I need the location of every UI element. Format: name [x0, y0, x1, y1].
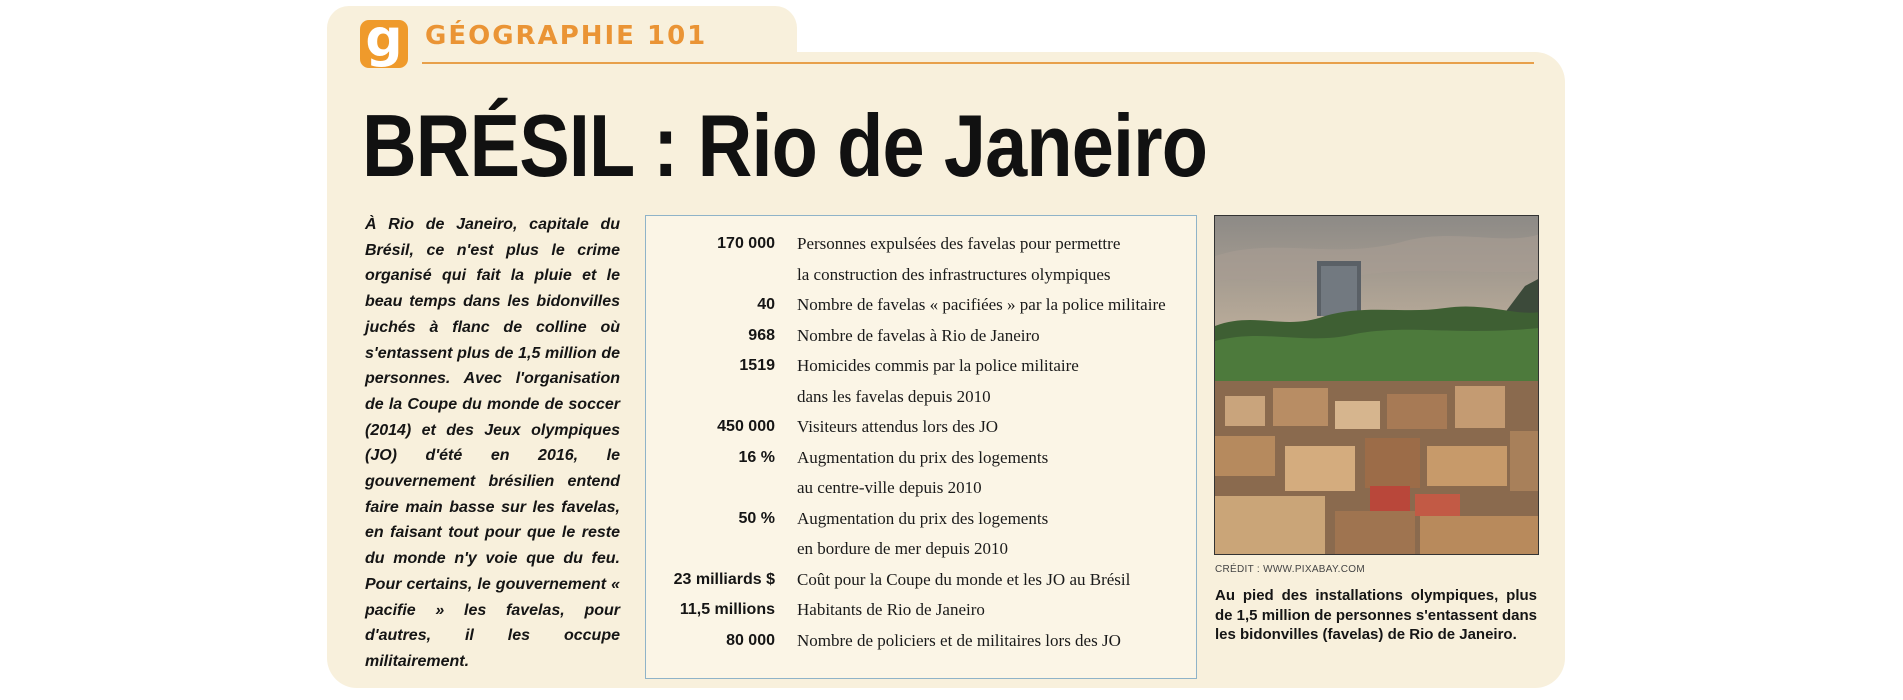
stat-description-line: Augmentation du prix des logements [797, 447, 1049, 467]
stat-row [646, 321, 1166, 352]
stat-description-line: Habitants de Rio de Janeiro [797, 600, 985, 619]
stat-description [797, 595, 1166, 626]
stat-value: 16 % [738, 448, 775, 466]
stat-description [797, 290, 1166, 321]
stat-value: 40 [757, 296, 775, 313]
stat-description [797, 351, 1166, 412]
stat-value: 450 000 [717, 418, 775, 435]
stat-row [646, 412, 1166, 443]
stat-value: 50 % [738, 509, 775, 527]
stat-value: 170 000 [717, 235, 775, 252]
rio-photo [1214, 215, 1539, 555]
section-label: GÉOGRAPHIE 101 [425, 21, 708, 51]
stat-row [646, 229, 1166, 290]
photo-caption: Au pied des installations olympiques, plus de 1,5 million de personnes s'entassent dans les bidonvilles (favelas) de Rio de Janeiro. [1215, 587, 1538, 643]
stat-description-line: Augmentation du prix des logements [797, 508, 1049, 528]
stat-description-line: Homicides commis par la police militaire [797, 356, 1079, 375]
stat-description [797, 412, 1166, 443]
stat-description [797, 443, 1166, 504]
stat-value: 23 milliards $ [673, 570, 775, 588]
stat-row [646, 290, 1166, 321]
stat-description [797, 321, 1166, 352]
stat-description-line: en bordure de mer depuis 2010 [797, 539, 1009, 558]
stat-description-line: Visiteurs attendus lors des JO [797, 417, 999, 436]
stat-description [797, 626, 1166, 657]
stats-table [646, 229, 1166, 656]
stat-row [646, 595, 1166, 626]
stat-description [797, 229, 1166, 290]
stat-description [797, 565, 1166, 596]
article-title: BRÉSIL : Rio de Janeiro [362, 96, 1208, 195]
stat-description-line: Nombre de policiers et de militaires lors des JO [797, 630, 1121, 650]
stat-row [646, 351, 1166, 412]
logo-letter: g [365, 9, 403, 69]
stat-description-line: Personnes expulsées des favelas pour permettre [797, 234, 1121, 253]
stat-description-line: Coût pour la Coupe du monde et les JO au Brésil [797, 569, 1131, 589]
stat-description-line: Nombre de favelas « pacifiées » par la police militaire [797, 295, 1166, 314]
stat-value: 80 000 [726, 631, 775, 649]
stat-description-line: dans les favelas depuis 2010 [797, 386, 991, 406]
intro-paragraph: À Rio de Janeiro, capitale du Brésil, ce n'est plus le crime organisé qui fait la pluie et le beau temps dans les bidonvilles juchés à flanc de colline où s'entassent plus de 1,5 million de personnes. Avec l'organisation de la Coupe du monde de soccer (2014) et des Jeux olympiques (JO) d'été en 2016, le gouvernement brésilien entend faire main basse sur les favelas, en faisant tout pour que le reste du monde n'y voie que du feu. Pour certains, le gouvernement « pacifie » les favelas, pour d'autres, il les occupe militairement. [365, 216, 620, 670]
stat-description [797, 504, 1166, 565]
stat-row [646, 504, 1166, 565]
stat-value: 11,5 millions [679, 601, 775, 618]
stat-row [646, 565, 1166, 596]
stat-description-line: la construction des infrastructures olympiques [797, 264, 1111, 284]
stat-description-line: au centre-ville depuis 2010 [797, 478, 982, 497]
stat-row [646, 443, 1166, 504]
stat-value: 968 [748, 326, 775, 344]
stat-row [646, 626, 1166, 657]
photo-credit: CRÉDIT : WWW.PIXABAY.COM [1215, 564, 1365, 575]
stat-description-line: Nombre de favelas à Rio de Janeiro [797, 325, 1040, 345]
g-logo-icon [360, 9, 408, 69]
section-divider [422, 62, 1534, 64]
stat-value: 1519 [739, 357, 775, 374]
stats-box [645, 215, 1197, 679]
